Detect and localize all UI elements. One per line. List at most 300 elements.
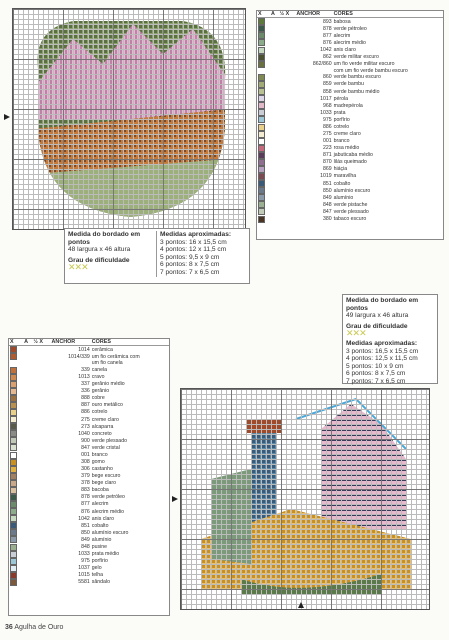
swatch-icon <box>258 47 265 54</box>
key-row <box>9 544 169 551</box>
info-box-1 <box>64 228 250 284</box>
swatch-icon <box>10 423 17 430</box>
col-half-cell <box>32 374 50 381</box>
key-row <box>9 565 169 572</box>
color-swatch <box>9 529 23 536</box>
swatch-icon <box>10 501 17 508</box>
color-name: verde pétroleo <box>333 25 367 32</box>
col-half-cell <box>279 88 296 95</box>
swatch-icon <box>10 494 17 501</box>
col-half-cell <box>279 61 296 68</box>
col-half-cell <box>279 187 296 194</box>
color-swatch <box>257 194 270 201</box>
chart-grid-major <box>13 9 245 229</box>
key-row <box>9 529 169 536</box>
col-half-cell <box>32 466 50 473</box>
key-row <box>257 74 443 81</box>
color-name: verde petróleo <box>91 494 125 501</box>
anchor-code: 888 <box>81 395 90 402</box>
color-name: verde bambu escuro <box>333 74 381 81</box>
color-swatch <box>257 39 270 46</box>
col-half-cell <box>279 25 296 32</box>
anchor-code: 848 <box>322 201 332 208</box>
color-swatch <box>257 124 270 131</box>
swatch-icon <box>10 466 17 473</box>
color-name: lilás queimado <box>333 159 367 166</box>
col-a-cell <box>23 444 32 451</box>
col-half-cell <box>32 353 50 360</box>
swatch-icon <box>10 437 17 444</box>
color-name: cerâmica <box>91 346 113 353</box>
color-swatch <box>9 551 23 558</box>
swatch-icon <box>10 444 17 451</box>
col-half-cell <box>279 138 296 145</box>
color-key-2 <box>8 338 170 616</box>
col-a-cell <box>23 487 32 494</box>
color-swatch <box>9 452 23 459</box>
swatch-icon <box>10 402 17 409</box>
color-name: cobre <box>91 395 105 402</box>
color-name: porfírio <box>333 116 350 123</box>
color-swatch <box>257 116 270 123</box>
col-a-cell <box>270 159 279 166</box>
swatch-icon <box>10 374 17 381</box>
swatch-icon <box>10 558 17 565</box>
col-half-cell <box>279 180 296 187</box>
col-a-cell <box>270 124 279 131</box>
measure: 6 pontos: 8 x 7,5 cm <box>160 261 220 269</box>
col-half-cell <box>32 501 50 508</box>
swatch-icon <box>258 102 265 109</box>
measure: 4 pontos: 12,5 x 11,5 cm <box>346 355 418 363</box>
key-row <box>9 395 169 402</box>
color-name: cravo <box>91 374 105 381</box>
anchor-code: 1015 <box>78 572 90 579</box>
color-swatch <box>257 166 270 173</box>
color-swatch <box>257 216 270 223</box>
col-half-cell <box>32 346 50 354</box>
col-cores: CORES <box>91 339 169 346</box>
col-half-cell <box>32 402 50 409</box>
key-row <box>9 388 169 395</box>
swatch-icon <box>10 579 17 586</box>
measure: 3 pontos: 16 x 15,5 cm <box>160 238 227 246</box>
col-half-cell <box>32 522 50 529</box>
key-row <box>257 102 443 109</box>
color-name: babosa <box>333 18 351 25</box>
key-row <box>257 173 443 180</box>
swatch-icon <box>10 565 17 572</box>
key-header-row <box>257 11 443 18</box>
color-name: pusine <box>91 543 108 550</box>
col-a-cell <box>270 25 279 32</box>
color-swatch <box>9 402 23 409</box>
swatch-icon <box>10 572 17 579</box>
color-swatch <box>257 201 270 208</box>
swatch-icon <box>10 452 17 459</box>
color-swatch <box>9 494 23 501</box>
key-row <box>9 452 169 459</box>
difficulty-icon: ✕✕✕ <box>346 328 366 339</box>
key-row <box>9 501 169 508</box>
key-row <box>257 39 443 46</box>
col-a-cell <box>270 95 279 102</box>
key-header-row <box>9 339 169 346</box>
anchor-code: 5581 <box>78 579 90 586</box>
col-a-cell <box>23 501 32 508</box>
anchor-code: 871 <box>322 152 332 159</box>
measures-title: Medidas aproximadas: <box>346 339 418 347</box>
swatch-icon <box>258 216 265 223</box>
anchor-code: 850 <box>81 529 90 536</box>
color-swatch <box>9 367 23 374</box>
col-half-cell <box>32 494 50 501</box>
center-arrow-icon <box>298 602 304 608</box>
key-row <box>9 353 169 360</box>
color-swatch <box>257 95 270 102</box>
col-half-cell <box>279 116 296 123</box>
key-row <box>9 551 169 558</box>
key-row <box>9 572 169 579</box>
color-swatch <box>9 487 23 494</box>
col-half-cell <box>279 39 296 46</box>
anchor-code: 1033 <box>78 551 90 558</box>
swatch-icon <box>10 487 17 494</box>
key-row <box>9 367 169 374</box>
color-name: creme claro <box>91 416 119 423</box>
col-half-cell <box>279 152 296 159</box>
key-row <box>257 88 443 95</box>
color-swatch <box>9 444 23 451</box>
anchor-code: 886 <box>322 123 332 130</box>
col-half-cell <box>279 145 296 152</box>
swatch-icon <box>258 109 265 116</box>
key-row <box>9 381 169 388</box>
difficulty-title: Grau de dificuldade <box>346 322 408 330</box>
color-name: gerânio <box>91 388 110 395</box>
col-a-cell <box>23 395 32 402</box>
col-a-cell <box>23 494 32 501</box>
col-a-cell <box>270 18 279 26</box>
col-a-cell <box>270 187 279 194</box>
col-half-cell <box>279 109 296 116</box>
size-value: 49 largura x 46 altura <box>346 312 409 320</box>
col-half-cell <box>32 416 50 423</box>
chart-grid-major <box>181 389 429 609</box>
color-swatch <box>257 152 270 159</box>
col-a-cell <box>23 437 32 444</box>
col-a-cell <box>270 116 279 123</box>
key-row <box>9 346 169 354</box>
color-swatch <box>257 208 270 215</box>
swatch-icon <box>258 74 265 81</box>
col-half-cell <box>279 102 296 109</box>
color-swatch <box>257 180 270 187</box>
col-anchor: ANCHOR <box>295 11 332 18</box>
col-a-cell <box>23 353 32 360</box>
color-name: madrepérola <box>333 102 363 109</box>
swatch-icon <box>258 32 265 39</box>
key-row <box>9 487 169 494</box>
anchor-code: 849 <box>322 194 332 201</box>
col-a-cell <box>270 145 279 152</box>
key-row <box>257 61 443 68</box>
col-half-cell <box>32 487 50 494</box>
col-half-cell <box>32 515 50 522</box>
col-half-cell <box>279 201 296 208</box>
key-row <box>257 18 443 26</box>
page-footer <box>5 624 63 631</box>
col-half-cell <box>32 558 50 565</box>
col-a-cell <box>23 346 32 354</box>
measure: 6 pontos: 8 x 7,5 cm <box>346 370 406 378</box>
page-number: 36 <box>5 624 13 631</box>
col-a-cell <box>270 173 279 180</box>
color-name: anis claro <box>333 46 356 53</box>
color-swatch <box>9 501 23 508</box>
swatch-icon <box>10 529 17 536</box>
swatch-icon <box>258 25 265 32</box>
key-row <box>257 25 443 32</box>
color-name: verde pistache <box>333 201 368 208</box>
anchor-code: 337 <box>81 381 90 388</box>
col-half-cell <box>279 81 296 88</box>
anchor-code: 275 <box>322 131 332 138</box>
color-name: cotrelo <box>91 409 108 416</box>
anchor-code: 869 <box>322 166 332 173</box>
col-a: A <box>270 11 279 18</box>
swatch-icon <box>258 208 265 215</box>
col-a-cell <box>270 88 279 95</box>
color-swatch <box>9 536 23 543</box>
swatch-icon <box>258 124 265 131</box>
anchor-code: 1042 <box>320 46 332 53</box>
key-row <box>257 145 443 152</box>
col-anchor: ANCHOR <box>51 339 91 346</box>
col-half-cell <box>32 430 50 437</box>
col-a-cell <box>270 201 279 208</box>
color-swatch <box>9 346 23 354</box>
anchor-code: 859 <box>322 81 332 88</box>
anchor-code: 378 <box>81 480 90 487</box>
color-name: jabuticaba médio <box>333 152 373 159</box>
color-name: alumínio <box>91 536 112 543</box>
anchor-code: 1033 <box>320 109 332 116</box>
key-row <box>9 437 169 444</box>
key-row <box>9 402 169 409</box>
col-a-cell <box>270 47 279 54</box>
anchor-code: 847 <box>322 208 332 215</box>
col-a-cell <box>270 208 279 215</box>
color-swatch <box>9 437 23 444</box>
col-a-cell <box>270 152 279 159</box>
col-half-cell <box>32 409 50 416</box>
color-swatch <box>9 522 23 529</box>
color-name: canela <box>91 367 108 373</box>
color-name: gelo <box>91 565 102 572</box>
key-row <box>9 459 169 466</box>
color-swatch <box>257 187 270 194</box>
color-name: um fio cerâmica com <box>91 353 140 360</box>
col-a-cell <box>23 374 32 381</box>
color-swatch <box>257 88 270 95</box>
color-swatch <box>257 74 270 81</box>
col-a-cell <box>270 61 279 68</box>
color-name: branco <box>333 138 350 145</box>
col-half-cell <box>279 54 296 61</box>
swatch-icon <box>258 81 265 88</box>
color-swatch <box>9 374 23 381</box>
color-name: alumínio <box>333 194 354 201</box>
key-row <box>9 430 169 437</box>
anchor-code: 877 <box>322 32 332 39</box>
color-swatch <box>257 145 270 152</box>
anchor-code: 849 <box>81 536 90 543</box>
color-name: verde bambu médio <box>333 88 380 95</box>
anchor-code: 1017 <box>320 95 332 102</box>
col-a-cell <box>270 102 279 109</box>
col-half-cell <box>279 74 296 81</box>
anchor-code: 1014/339 <box>68 353 90 360</box>
info-box-2 <box>342 294 438 384</box>
col-a-cell <box>23 466 32 473</box>
anchor-code: 339 <box>81 367 90 373</box>
col-half-cell <box>32 544 50 551</box>
measure: 4 pontos: 12 x 11,5 cm <box>160 246 227 254</box>
swatch-icon <box>258 159 265 166</box>
color-name: creme claro <box>333 131 361 138</box>
key-row <box>257 201 443 208</box>
anchor-code: 223 <box>322 145 332 152</box>
color-swatch <box>257 81 270 88</box>
anchor-code: 883 <box>81 487 90 494</box>
col-a-cell <box>23 565 32 572</box>
color-swatch <box>9 508 23 515</box>
anchor-code: 001 <box>322 138 332 145</box>
swatch-icon <box>258 61 265 68</box>
color-name: ouro metálico <box>91 402 123 409</box>
col-a-cell <box>23 536 32 543</box>
color-name: verde militar escuro <box>333 54 379 61</box>
color-swatch <box>9 480 23 487</box>
key-row <box>257 187 443 194</box>
measure: 5 pontos: 10 x 9 cm <box>346 362 404 370</box>
swatch-icon <box>258 173 265 180</box>
color-name: tabaco escuro <box>333 215 367 222</box>
color-swatch <box>257 131 270 138</box>
color-swatch <box>257 102 270 109</box>
swatch-icon <box>10 367 17 374</box>
key-row <box>9 473 169 480</box>
col-half-cell <box>279 47 296 54</box>
key-row <box>9 416 169 423</box>
swatch-icon <box>10 388 17 395</box>
color-name: bege escuro <box>91 473 121 480</box>
color-name: um fio canela <box>91 360 123 367</box>
color-name: prata <box>333 109 346 116</box>
swatch-icon <box>10 480 17 487</box>
col-half-cell <box>32 452 50 459</box>
swatch-icon <box>10 346 17 353</box>
color-name: cobalto <box>91 522 109 529</box>
color-name: concreto <box>91 430 112 437</box>
color-swatch <box>257 25 270 32</box>
anchor-code: 1013 <box>78 374 90 381</box>
anchor-code: 1037 <box>78 565 90 572</box>
anchor-code: 1019 <box>320 173 332 180</box>
anchor-code: 876 <box>322 39 332 46</box>
swatch-icon <box>258 54 265 61</box>
col-a-cell <box>23 480 32 487</box>
col-half-cell <box>32 551 50 558</box>
col-a-cell <box>23 529 32 536</box>
swatch-icon <box>10 395 17 402</box>
color-swatch <box>9 515 23 522</box>
key-row <box>257 194 443 201</box>
anchor-code: 968 <box>322 102 332 109</box>
col-a-cell <box>270 109 279 116</box>
color-name: bege claro <box>91 480 117 487</box>
key-row <box>257 116 443 123</box>
col-half-cell <box>279 95 296 102</box>
col-a-cell <box>270 54 279 61</box>
col-half-cell <box>32 423 50 430</box>
col-half-cell <box>32 381 50 388</box>
key-row <box>9 536 169 543</box>
col-a-cell <box>23 558 32 565</box>
col-half-x: ½ X <box>32 339 50 346</box>
anchor-code: 876 <box>81 508 90 515</box>
anchor-code: 850 <box>322 187 332 194</box>
swatch-icon <box>10 409 17 416</box>
col-half-cell <box>279 208 296 215</box>
color-name: com um fio verde bambu escuro <box>333 67 408 74</box>
col-a-cell <box>270 131 279 138</box>
anchor-code: 275 <box>81 416 90 423</box>
key-row <box>9 423 169 430</box>
color-name: alecrim médio <box>333 39 366 46</box>
key-row <box>257 32 443 39</box>
color-name: telha <box>91 572 104 579</box>
swatch-icon <box>10 459 17 466</box>
col-half-cell <box>32 473 50 480</box>
swatch-icon <box>10 551 17 558</box>
color-name: pérola <box>333 95 349 102</box>
color-swatch <box>9 565 23 572</box>
anchor-code: 975 <box>81 558 90 565</box>
magazine-name: Agulha de Ouro <box>14 624 64 631</box>
anchor-code: 308 <box>81 459 90 466</box>
col-a-cell <box>23 430 32 437</box>
key-row <box>257 208 443 215</box>
measure: 3 pontos: 16,5 x 15,5 cm <box>346 347 419 355</box>
center-arrow-icon <box>4 114 10 120</box>
color-name: branco <box>91 451 108 458</box>
anchor-code: 900 <box>81 437 90 444</box>
anchor-code: 336 <box>81 388 90 395</box>
col-half-cell <box>32 444 50 451</box>
color-swatch <box>9 395 23 402</box>
anchor-code: 851 <box>81 522 90 529</box>
anchor-code: 893 <box>322 18 332 25</box>
chart-lighthouse <box>180 388 430 610</box>
swatch-icon <box>258 18 265 25</box>
col-a-cell <box>23 402 32 409</box>
col-a-cell <box>270 216 279 223</box>
key-row <box>9 579 169 586</box>
color-swatch <box>9 473 23 480</box>
key-row <box>257 95 443 102</box>
